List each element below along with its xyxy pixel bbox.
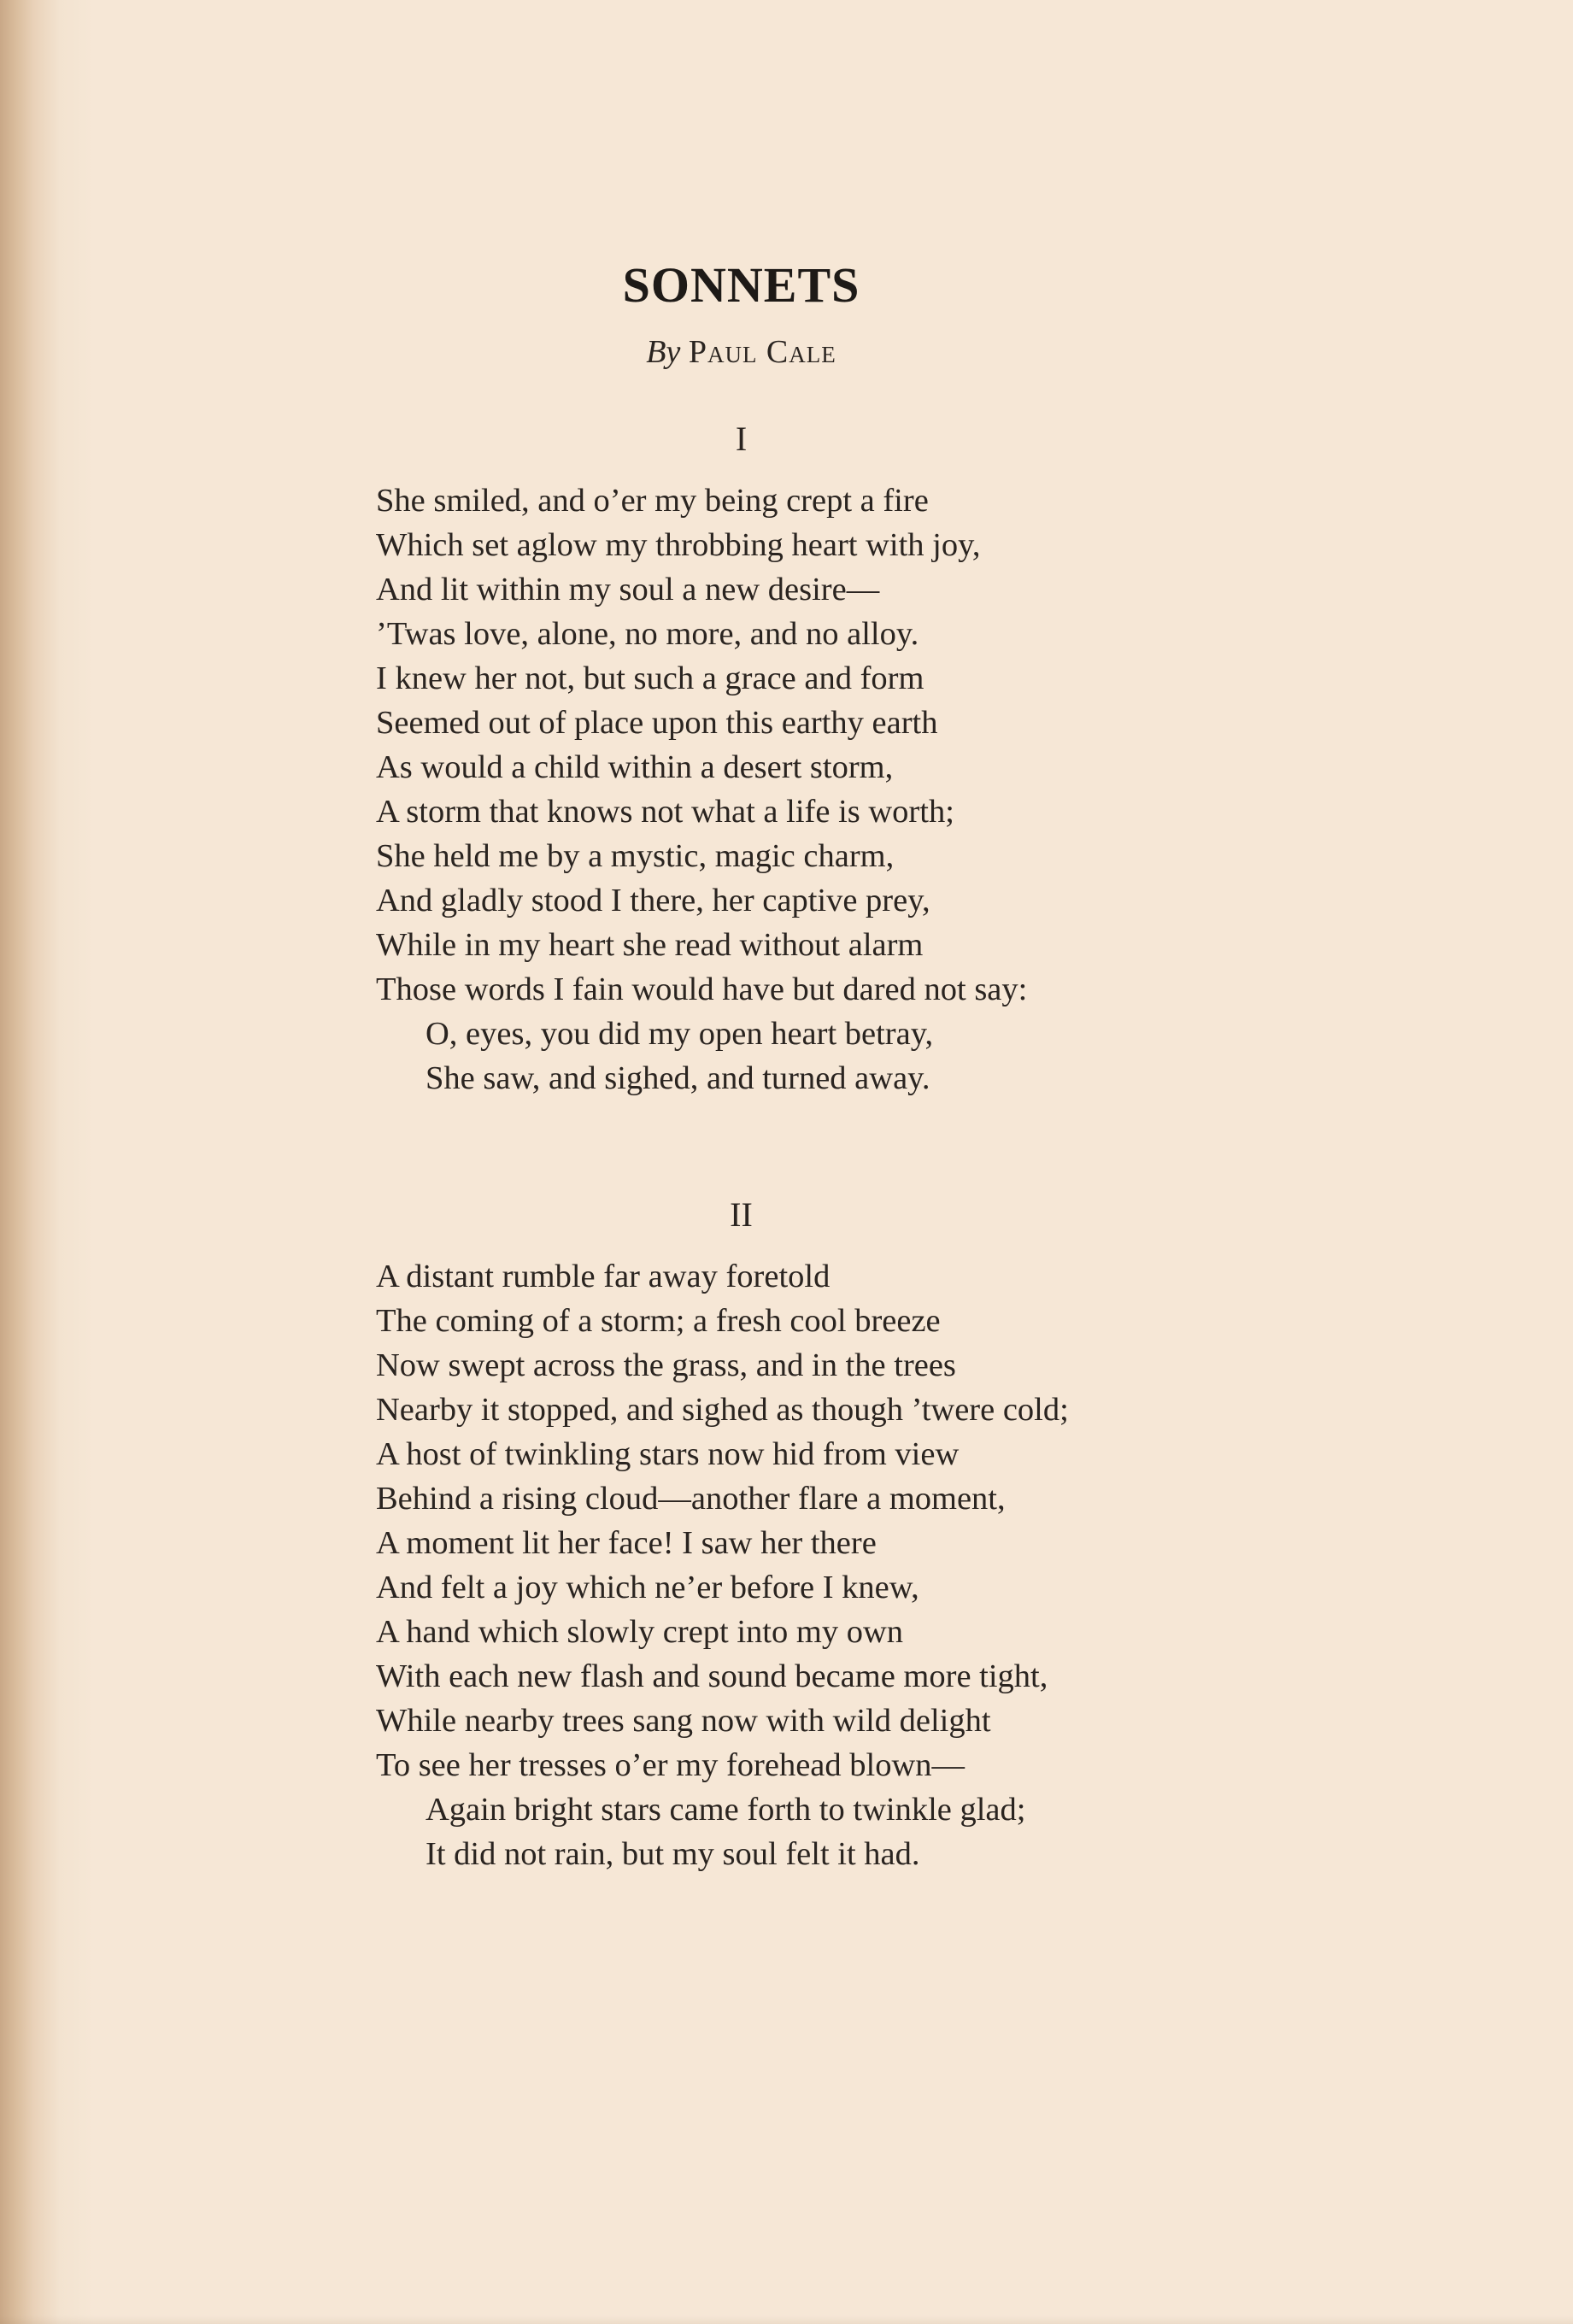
poem-line: ’Twas love, alone, no more, and no alloy. xyxy=(376,616,919,652)
poem-line: To see her tresses o’er my forehead blown— xyxy=(376,1747,965,1783)
poem-line: Seemed out of place upon this earthy earth xyxy=(376,705,938,741)
page-edge xyxy=(0,2315,1573,2324)
poem-line: And lit within my soul a new desire— xyxy=(376,572,880,607)
poem-line: Behind a rising cloud—another flare a moment, xyxy=(376,1481,1006,1517)
author-name: Paul Cale xyxy=(688,334,836,370)
poem-line: And gladly stood I there, her captive prey, xyxy=(376,883,930,918)
poem-line: A host of twinkling stars now hid from view xyxy=(376,1436,960,1472)
byline xyxy=(0,333,1482,371)
poem-line: I knew her not, but such a grace and form xyxy=(376,660,924,696)
poem-line: A distant rumble far away foretold xyxy=(376,1259,831,1294)
poem-line: Now swept across the grass, and in the trees xyxy=(376,1347,956,1383)
poem-line: Which set aglow my throbbing heart with joy, xyxy=(376,527,981,563)
poem-line: She saw, and sighed, and turned away. xyxy=(426,1060,930,1096)
poem-line: A storm that knows not what a life is worth; xyxy=(376,794,954,830)
poem-line: O, eyes, you did my open heart betray, xyxy=(426,1016,934,1052)
poem-line: Those words I fain would have but dared not say: xyxy=(376,971,1028,1007)
poem-line: She held me by a mystic, magic charm, xyxy=(376,838,895,874)
poem-line: It did not rain, but my soul felt it had. xyxy=(426,1836,920,1872)
poem-line: While in my heart she read without alarm xyxy=(376,927,924,963)
poem-line: She smiled, and o’er my being crept a fire xyxy=(376,483,929,519)
sonnet-1-lines xyxy=(376,478,1027,1100)
sonnet-numeral-1: I xyxy=(735,420,748,458)
poem-line: With each new flash and sound became more tight, xyxy=(376,1658,1048,1694)
poem-line: The coming of a storm; a fresh cool breeze xyxy=(376,1303,941,1339)
poem-line: Nearby it stopped, and sighed as though ’twere cold; xyxy=(376,1392,1069,1428)
poem-line: As would a child within a desert storm, xyxy=(376,749,894,785)
poem-line: A moment lit her face! I saw her there xyxy=(376,1525,877,1561)
sonnet-numeral-2: II xyxy=(730,1195,753,1234)
poem-line: A hand which slowly crept into my own xyxy=(376,1614,903,1650)
poem-line: Again bright stars came forth to twinkle glad; xyxy=(426,1792,1026,1828)
page-title: SONNETS xyxy=(622,257,860,313)
poem-line: While nearby trees sang now with wild delight xyxy=(376,1703,991,1739)
byline-prefix: By xyxy=(646,334,681,370)
poem-line: And felt a joy which ne’er before I knew, xyxy=(376,1570,919,1605)
sonnet-2-lines xyxy=(376,1254,1069,1876)
